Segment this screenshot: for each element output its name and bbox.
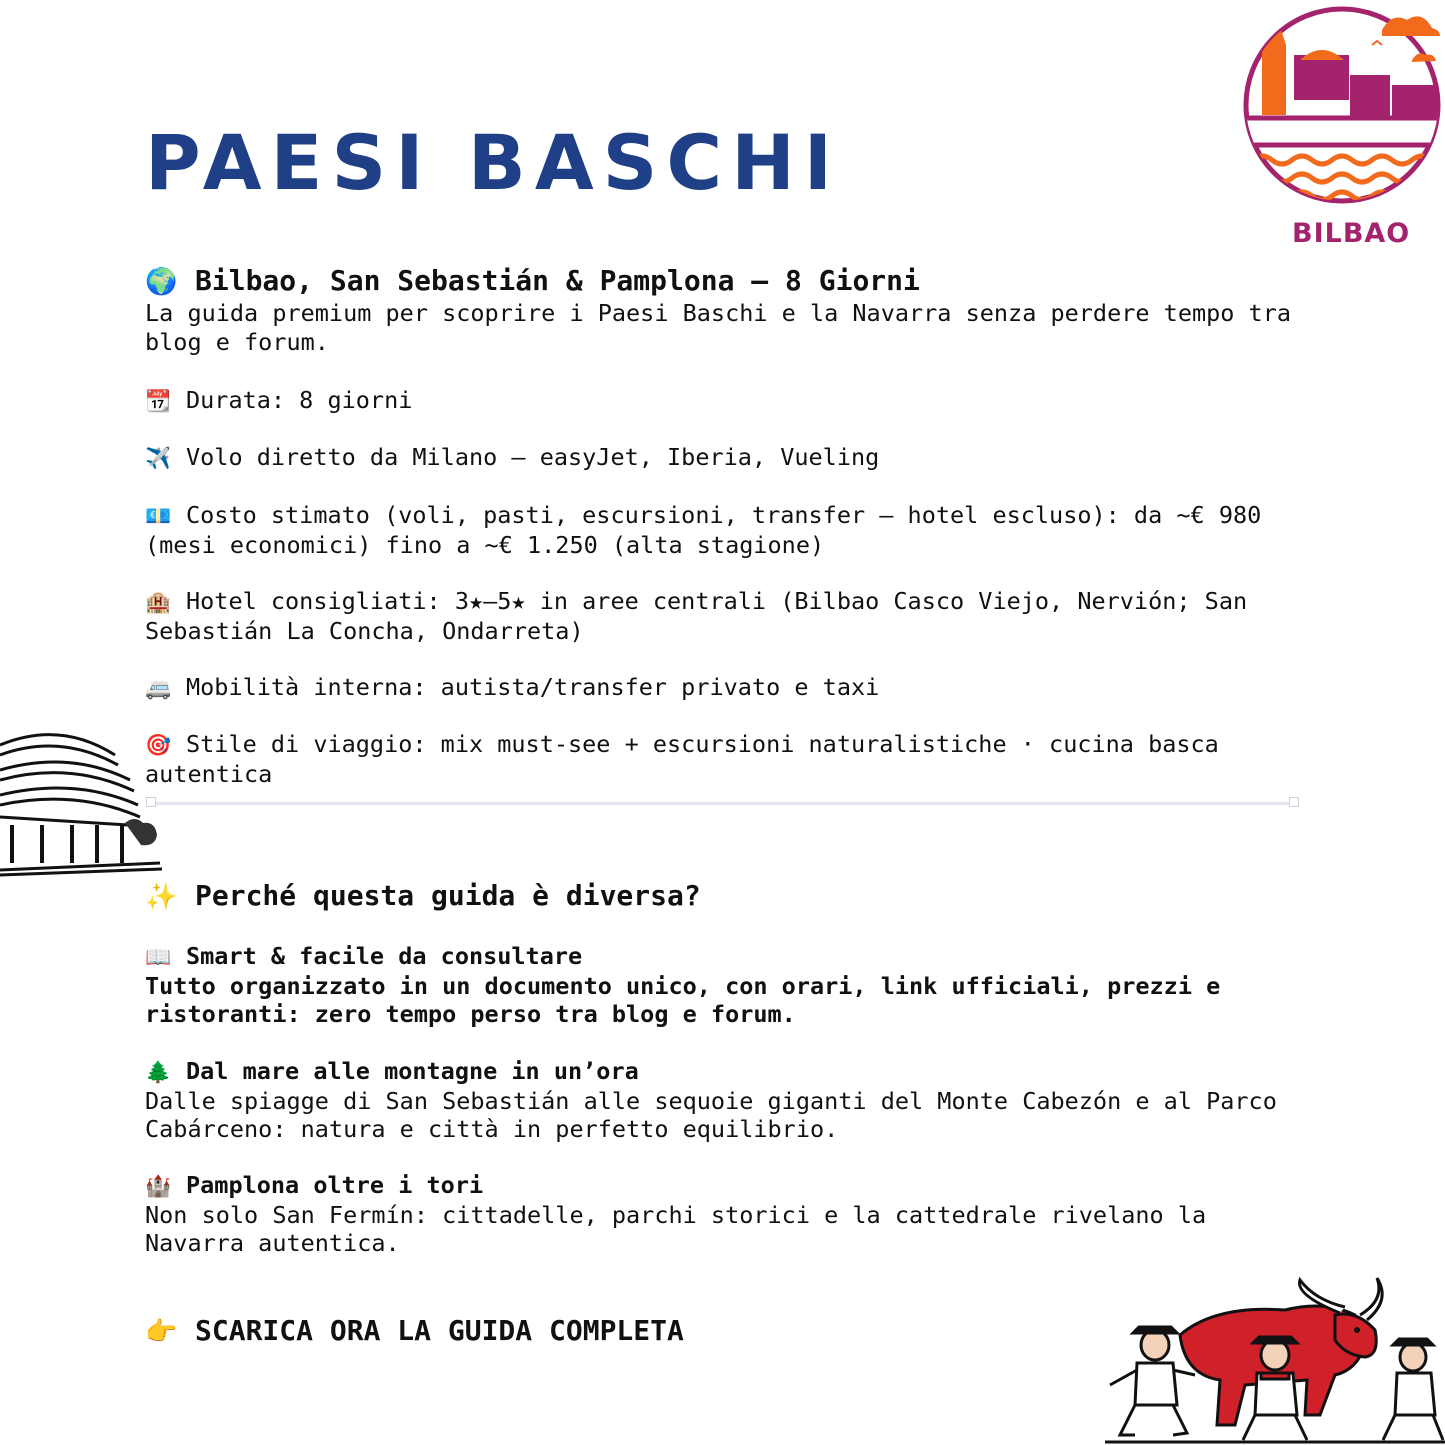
why-item-pamplona: 🏰 Pamplona oltre i tori Non solo San Fermín: cittadelle, parchi storici e la cattedrale rivelano la Navarra autentica. (145, 1171, 1305, 1258)
fact-cost: 💶 Costo stimato (voli, pasti, escursioni, transfer – hotel escluso): da ~€ 980 (mesi economici) fino a ~€ 1.250 (alta stagione) (145, 501, 1262, 559)
divider-handle-left (146, 797, 156, 807)
section-heading-why: ✨ Perché questa guida è diversa? (145, 879, 701, 912)
target-icon: 🎯 (145, 733, 172, 757)
airplane-icon: ✈️ (145, 446, 172, 470)
divider-handle-right (1289, 797, 1299, 807)
why-item-nature: 🌲 Dal mare alle montagne in un’ora Dalle spiagge di San Sebastián alle sequoie giganti del Monte Cabezón e al Parco Cabárceno: natura e città in perfetto equilibrio. (145, 1057, 1305, 1144)
castle-icon: 🏰 (145, 1174, 172, 1198)
calendar-icon: 📆 (145, 389, 172, 413)
fact-mobility: 🚐 Mobilità interna: autista/transfer privato e taxi (145, 673, 880, 701)
sparkles-icon: ✨ (145, 882, 178, 912)
fact-style: 🎯 Stile di viaggio: mix must-see + escursioni naturalistiche · cucina basca autentica (145, 730, 1219, 788)
pointing-hand-icon: 👉 (145, 1317, 178, 1347)
evergreen-tree-icon: 🌲 (145, 1060, 172, 1084)
guggenheim-sketch-icon (0, 725, 165, 880)
intro-text: La guida premium per scoprire i Paesi Baschi e la Navarra senza perdere tempo tra blog e forum. (145, 299, 1292, 356)
hotel-icon: 🏨 (145, 590, 172, 614)
page-title: PAESI BASCHI (145, 118, 842, 207)
fact-duration: 📆 Durata: 8 giorni (145, 386, 413, 414)
open-book-icon: 📖 (145, 945, 172, 969)
why-item-smart-text: Tutto organizzato in un documento unico, con orari, link ufficiali, prezzi e ristoranti: zero tempo perso tra blog e forum. (145, 971, 1221, 1028)
minibus-icon: 🚐 (145, 676, 172, 700)
section-divider (150, 802, 1295, 805)
logo-label: BILBAO (1292, 218, 1411, 249)
globe-icon: 🌍 (145, 267, 178, 297)
fact-flight: ✈️ Volo diretto da Milano – easyJet, Iberia, Vueling (145, 443, 880, 471)
why-item-smart: 📖 Smart & facile da consultare Tutto organizzato in un documento unico, con orari, link ufficiali, prezzi e ristoranti: zero tempo perso tra blog e forum. (145, 942, 1305, 1029)
cta-download[interactable]: 👉 SCARICA ORA LA GUIDA COMPLETA (145, 1314, 684, 1347)
why-item-pamplona-text: Non solo San Fermín: cittadelle, parchi storici e la cattedrale rivelano la Navarra autentica. (145, 1200, 1207, 1257)
bull-run-illustration-icon (1095, 1275, 1445, 1445)
euro-banknote-icon: 💶 (145, 504, 172, 528)
fact-hotel: 🏨 Hotel consigliati: 3★–5★ in aree centrali (Bilbao Casco Viejo, Nervión; San Sebastián La Concha, Ondarreta) (145, 587, 1248, 645)
bilbao-logo-icon (1232, 0, 1445, 215)
why-item-nature-text: Dalle spiagge di San Sebastián alle sequoie giganti del Monte Cabezón e al Parco Cabárceno: natura e città in perfetto equilibrio. (145, 1086, 1277, 1143)
section-heading-trip: 🌍 Bilbao, San Sebastián & Pamplona – 8 Giorni (145, 264, 920, 297)
